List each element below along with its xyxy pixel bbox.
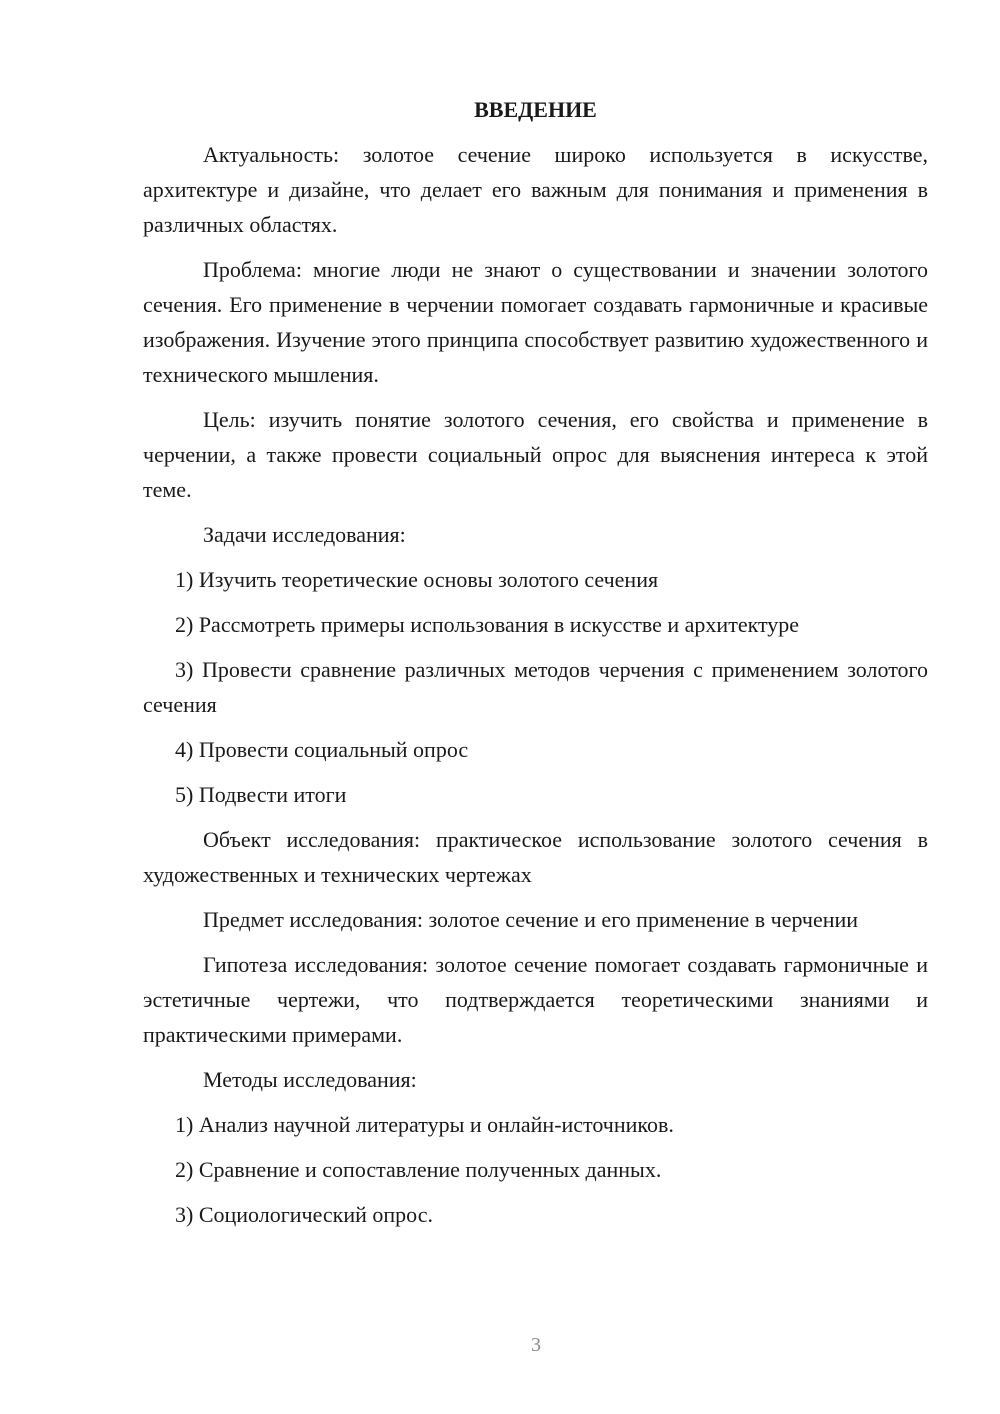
list-item: 2) Рассмотреть примеры использования в искусстве и архитектуре	[175, 612, 800, 637]
methods-heading: Методы исследования:	[203, 1067, 417, 1092]
list-item: 5) Подвести итоги	[175, 782, 347, 807]
list-item: 1) Изучить теоретические основы золотого сечения	[175, 567, 659, 592]
paragraph-subject: Предмет исследования: золотое сечение и его применение в черчении	[203, 907, 859, 932]
list-item: 3) Провести сравнение различных методов черчения с применением золотого сечения	[143, 657, 928, 717]
tasks-list	[143, 562, 928, 812]
list-item: 3) Социологический опрос.	[175, 1202, 433, 1227]
paragraph-goal: Цель: изучить понятие золотого сечения, его свойства и применение в черчении, а также провести социальный опрос для выяснения интереса к этой теме.	[143, 407, 928, 502]
page-title: ВВЕДЕНИЕ	[474, 97, 597, 122]
page-number: 3	[531, 1334, 541, 1356]
paragraph-relevance: Актуальность: золотое сечение широко используется в искусстве, архитектуре и дизайне, что делает его важным для понимания и применения в различных областях.	[143, 142, 928, 237]
tasks-heading: Задачи исследования:	[203, 522, 406, 547]
paragraph-problem: Проблема: многие люди не знают о существовании и значении золотого сечения. Его применение в черчении помогает создавать гармоничные и красивые изображения. Изучение этого принципа способствует развитию художественного и технического мышления.	[143, 257, 928, 387]
paragraph-object: Объект исследования: практическое использование золотого сечения в художественных и технических чертежах	[143, 827, 928, 887]
paragraph-hypothesis: Гипотеза исследования: золотое сечение помогает создавать гармоничные и эстетичные чертежи, что подтверждается теоретическими знаниями и практическими примерами.	[143, 952, 928, 1047]
methods-list	[143, 1107, 928, 1232]
list-item: 4) Провести социальный опрос	[175, 737, 469, 762]
document-page	[143, 92, 928, 1242]
list-item: 1) Анализ научной литературы и онлайн-источников.	[175, 1112, 674, 1137]
list-item: 2) Сравнение и сопоставление полученных данных.	[175, 1157, 662, 1182]
